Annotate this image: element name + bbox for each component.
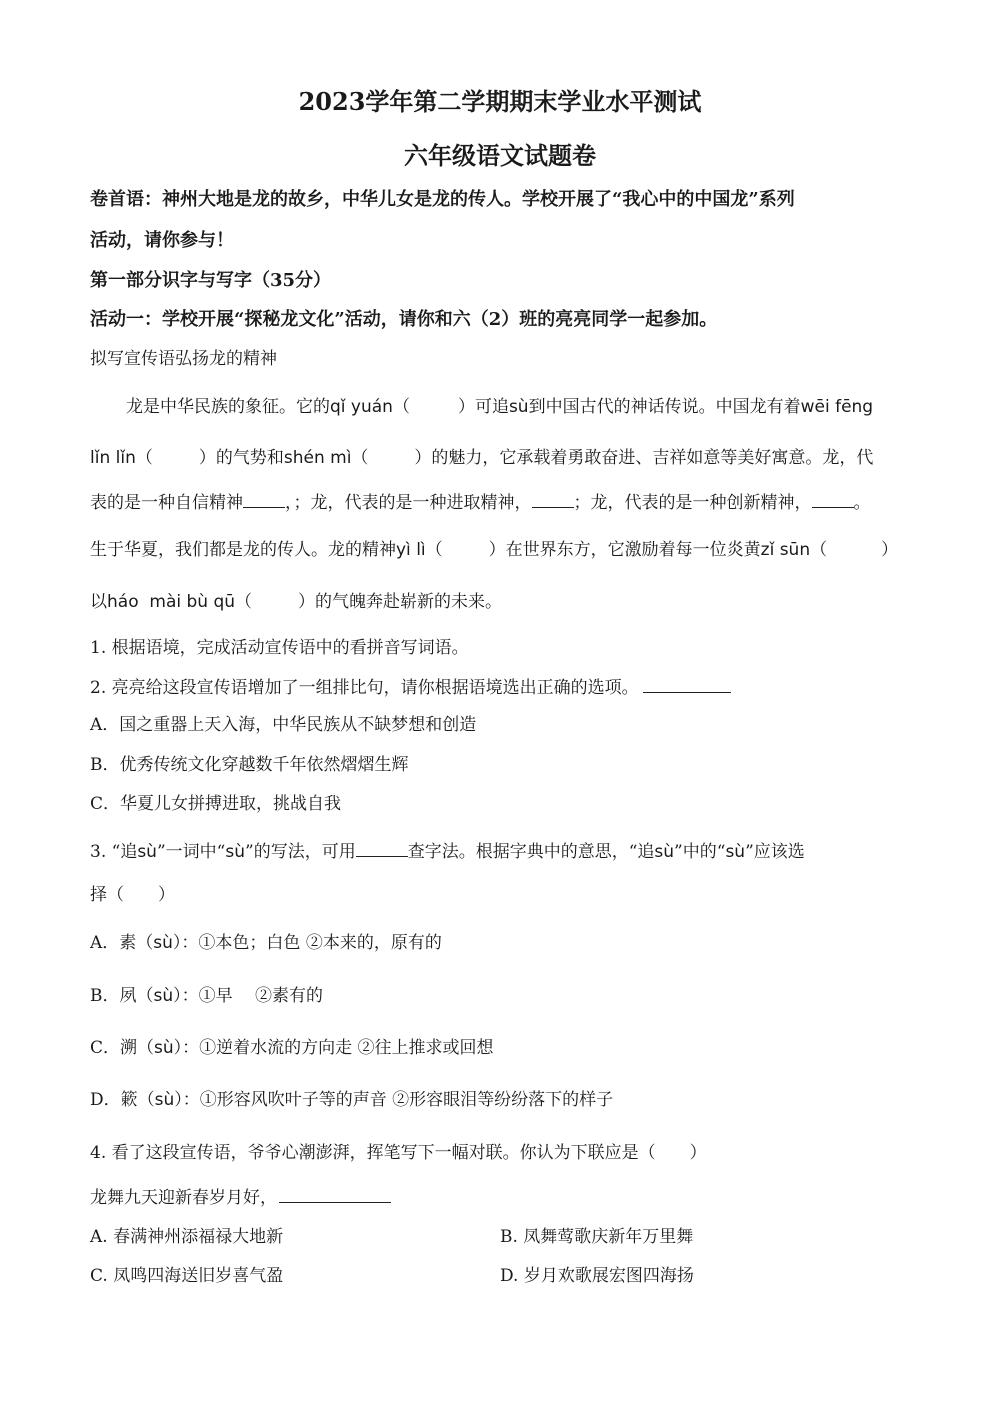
exam-subtitle: 六年级语文试题卷: [404, 141, 596, 170]
pinyin-zisun: zǐ sūn: [760, 540, 811, 560]
activity1-subheading: 拟写宣传语弘扬龙的精神: [90, 349, 277, 369]
q4-option-d[interactable]: D. 岁月欢歌展宏图四海扬: [500, 1266, 694, 1286]
pinyin-qiyuan: qǐ yuán: [330, 397, 393, 417]
question-4: 4. 看了这段宣传语，爷爷心潮澎湃，挥笔写下一幅对联。你认为下联应是（ ）: [90, 1143, 707, 1163]
question-3-line-2: 择（ ）: [90, 885, 175, 905]
preface-line-2: 活动，请你参与！: [90, 230, 234, 251]
q3-option-c[interactable]: C．溯（sù）：①逆着水流的方向走 ②往上推求或回想: [90, 1038, 494, 1058]
q2-option-c[interactable]: C．华夏儿女拼搏进取，挑战自我: [90, 794, 342, 814]
pinyin-su: sù: [508, 397, 529, 417]
pinyin-linlin: lǐn lǐn: [90, 448, 136, 468]
question-3-line-1: 3. “追sù”一词中“sù”的写法，可用 查字法。根据字典中的意思，“追sù”中的“sù”应该选: [90, 842, 805, 862]
passage-line-5: 以háo mài bù qū（ ）的气魄奔赴崭新的未来。: [90, 592, 503, 612]
pinyin-yili: yì lì: [396, 540, 426, 560]
question-2: 2. 亮亮给这段宣传语增加了一组排比句，请你根据语境选出正确的选项。: [90, 676, 731, 700]
q3-option-b[interactable]: B．夙（sù）：①早 ②素有的: [90, 986, 324, 1006]
activity1-heading: 活动一：学校开展“探秘龙文化”活动，请你和六（2）班的亮亮同学一起参加。: [90, 309, 718, 330]
question-4-couplet: 龙舞九天迎新春岁月好，: [90, 1186, 391, 1210]
answer-blank-1[interactable]: [243, 491, 285, 508]
answer-blank-3[interactable]: [812, 491, 854, 508]
passage-line-1: 龙是中华民族的象征。它的qǐ yuán（ ）可追sù到中国古代的神话传说。中国龙有着wēi fēng: [126, 397, 874, 417]
q2-option-b[interactable]: B．优秀传统文化穿越数千年依然熠熠生辉: [90, 755, 409, 775]
pinyin-haomaibuqu: háo mài bù qū: [107, 592, 236, 612]
exam-title: 2023学年第二学期期末学业水平测试: [298, 87, 702, 116]
q3-option-d[interactable]: D．簌（sù）：①形容风吹叶子等的声音 ②形容眼泪等纷纷落下的样子: [90, 1090, 614, 1110]
part1-heading: 第一部分识字与写字（35分）: [90, 270, 332, 291]
passage-line-2: lǐn lǐn（ ）的气势和shén mì（ ）的魅力，它承载着勇敢奋进、吉祥如意等美好寓意。龙，代: [90, 448, 874, 468]
answer-blank-q3[interactable]: [356, 840, 408, 857]
q4-option-c[interactable]: C. 凤鸣四海送旧岁喜气盈: [90, 1266, 284, 1286]
pinyin-shenmi: shén mì: [283, 448, 352, 468]
passage-line-3: 表的是一种自信精神 ，；龙，代表的是一种进取精神， ；龙，代表的是一种创新精神， 。: [90, 493, 871, 513]
answer-blank-q4[interactable]: [279, 1186, 391, 1203]
q4-option-a[interactable]: A. 春满神州添福禄大地新: [90, 1227, 284, 1247]
answer-blank-2[interactable]: [532, 491, 574, 508]
q2-option-a[interactable]: A．国之重器上天入海，中华民族从不缺梦想和创造: [90, 715, 477, 735]
answer-blank-q2[interactable]: [643, 676, 731, 693]
q4-option-b[interactable]: B. 凤舞莺歌庆新年万里舞: [500, 1227, 694, 1247]
q3-option-a[interactable]: A．素（sù）：①本色；白色 ②本来的，原有的: [90, 933, 442, 953]
question-1: 1. 根据语境，完成活动宣传语中的看拼音写词语。: [90, 638, 469, 658]
preface-line-1: 卷首语：神州大地是龙的故乡，中华儿女是龙的传人。学校开展了“我心中的中国龙”系列: [90, 189, 795, 210]
passage-line-4: 生于华夏，我们都是龙的传人。龙的精神yì lì（ ）在世界东方，它激励着每一位炎黄zǐ sūn（ ）: [90, 540, 899, 560]
pinyin-weifeng: wēi fēng: [800, 397, 874, 417]
